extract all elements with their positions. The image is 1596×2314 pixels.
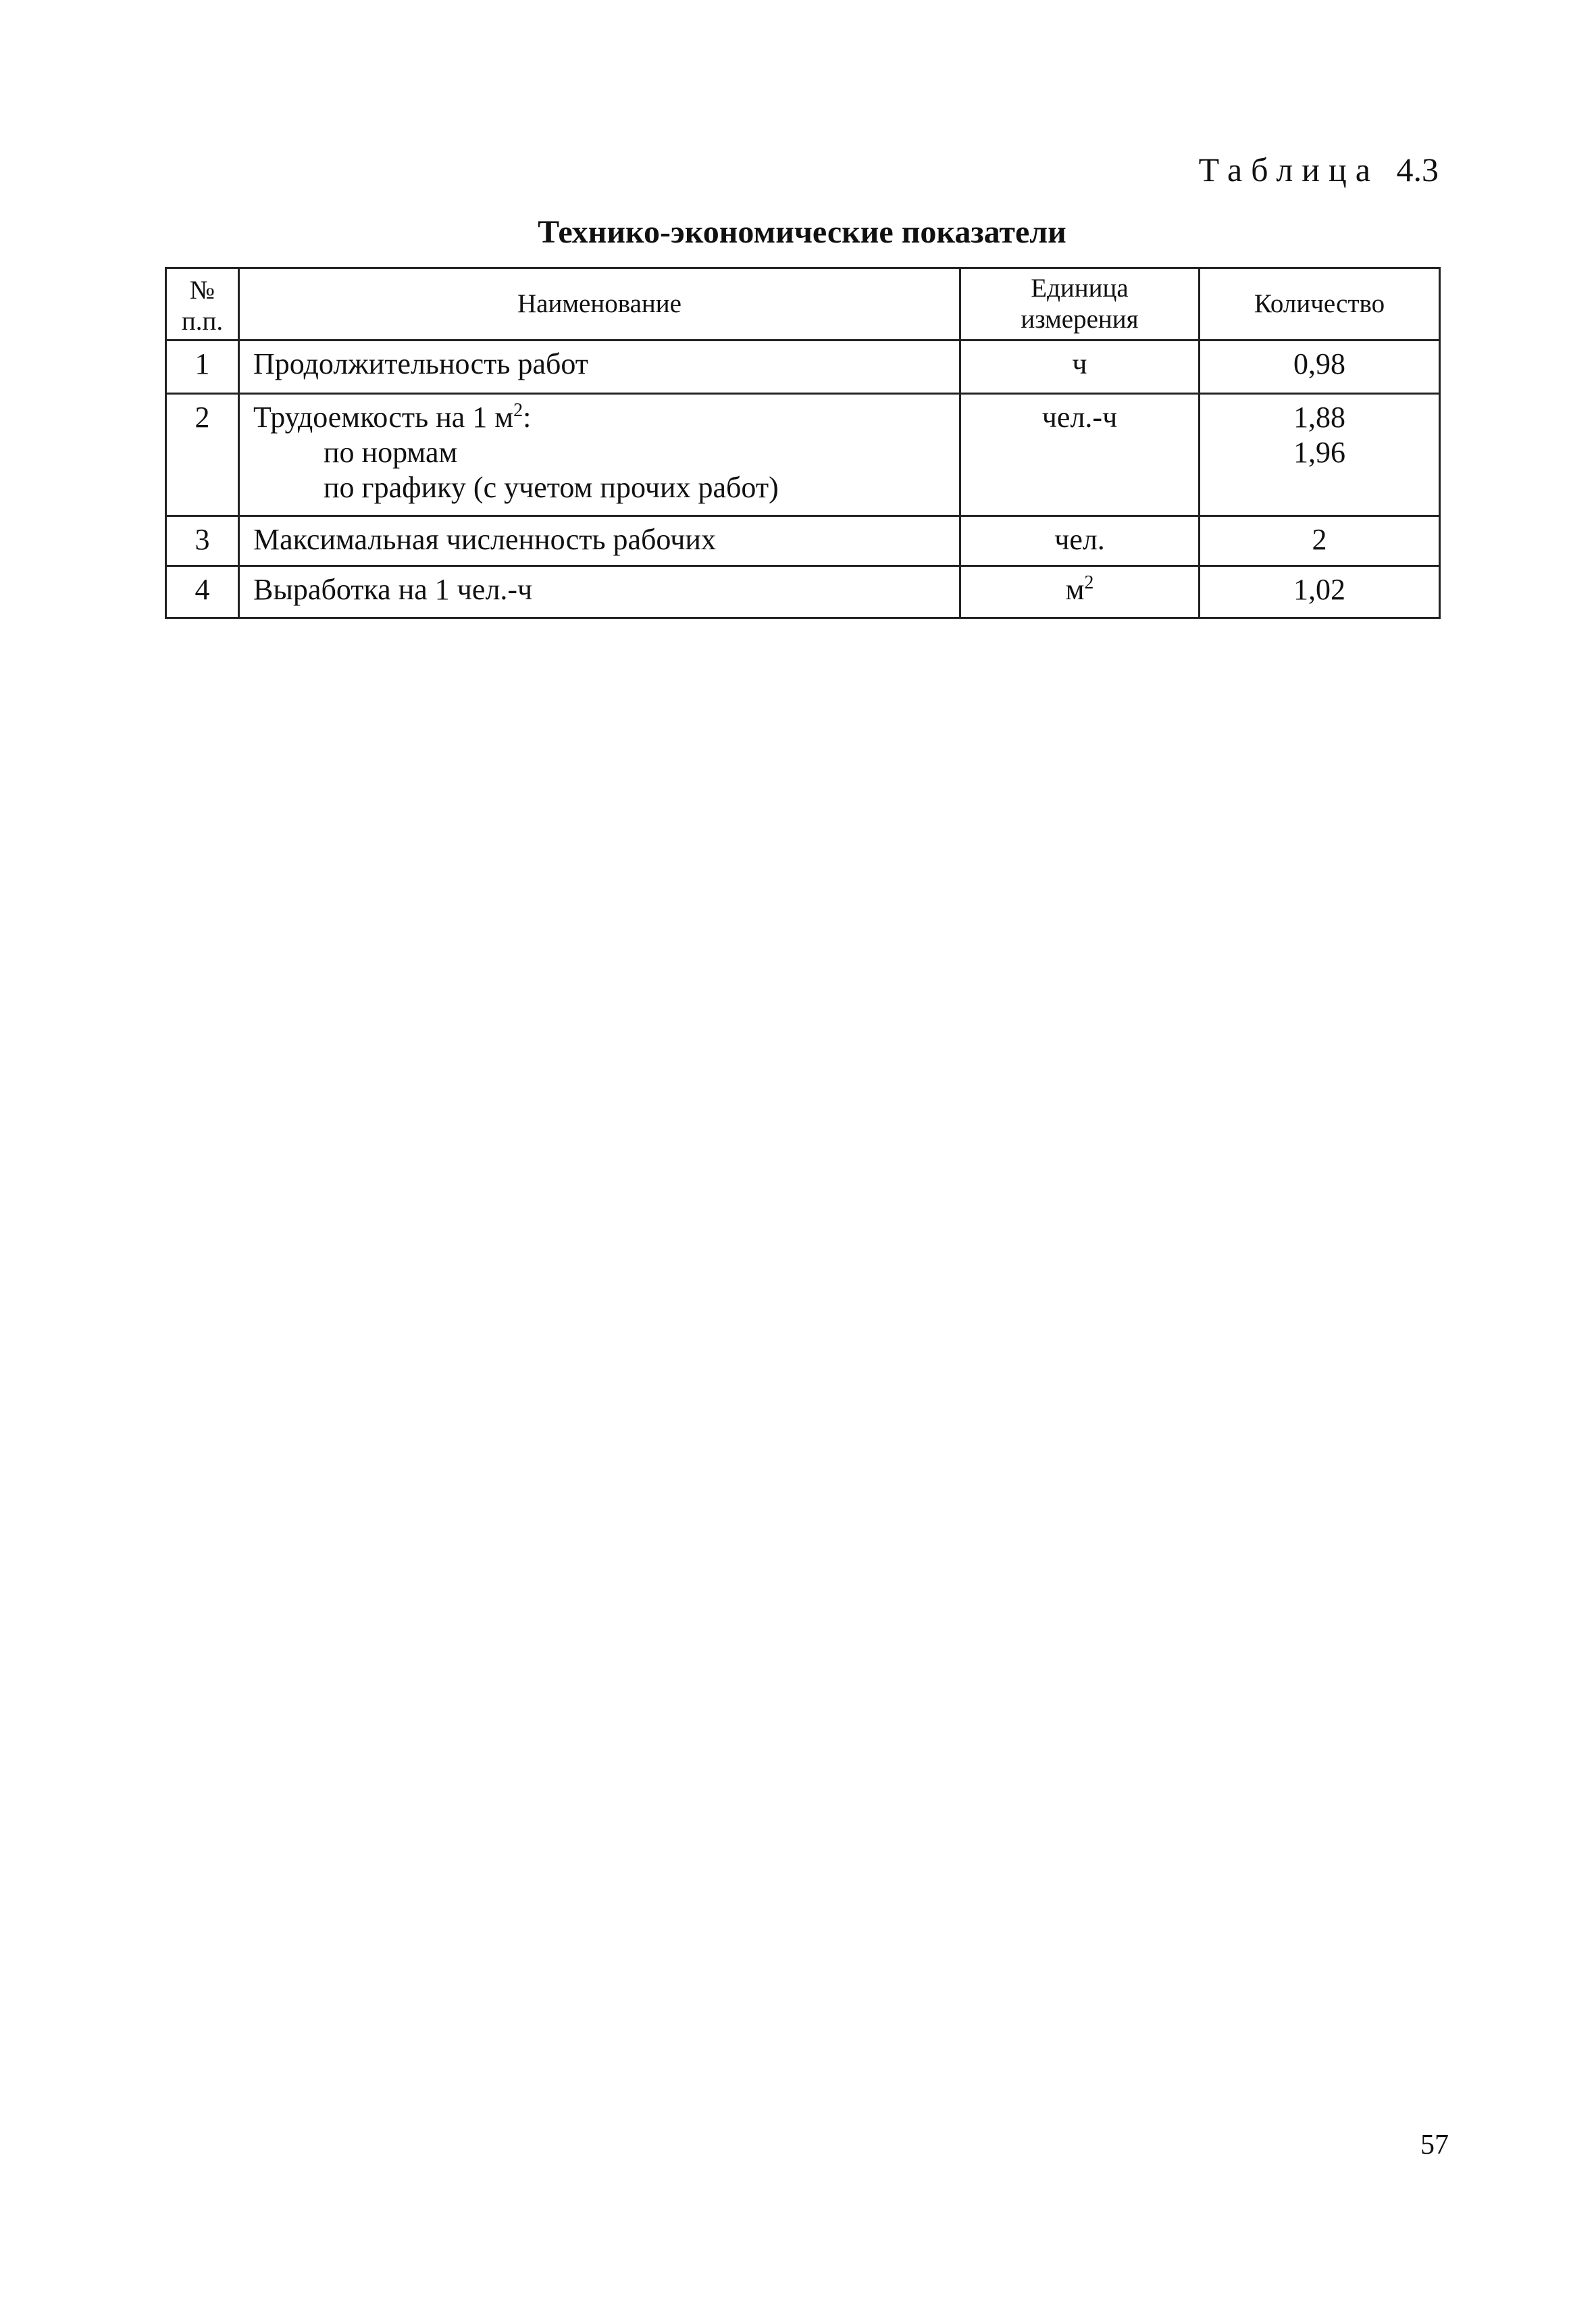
row-name-main: Трудоемкость на 1 $м^2$:	[253, 400, 532, 434]
header-unit: Единица измерения	[960, 268, 1200, 341]
header-quantity: Количество	[1200, 268, 1440, 341]
row-sub-item: по нормам	[324, 436, 458, 469]
table-row	[166, 516, 1440, 566]
row-name	[239, 394, 960, 516]
header-name: Наименование	[239, 268, 960, 341]
table-label-word: Таблица	[1198, 151, 1379, 188]
row-quantity: 2	[1200, 516, 1440, 566]
row-quantity-value: 1,96	[1293, 436, 1345, 469]
table-label	[1199, 150, 1439, 189]
row-name: Максимальная численность рабочих	[239, 516, 960, 566]
row-sub-item: по графику (с учетом прочих работ)	[324, 471, 779, 504]
row-number: 3	[166, 516, 239, 566]
row-unit: чел.	[960, 516, 1200, 566]
row-quantity: 0,98	[1200, 341, 1440, 394]
table-title: Технико-экономические показатели	[538, 214, 1066, 250]
row-name: Продолжительность работ	[239, 341, 960, 394]
header-number: № п.п.	[166, 268, 239, 341]
row-quantity	[1200, 394, 1440, 516]
table-row	[166, 394, 1440, 516]
row-unit: $м^2$	[960, 566, 1200, 618]
row-unit: ч	[960, 341, 1200, 394]
row-quantity: 1,02	[1200, 566, 1440, 618]
table-header-row	[166, 268, 1440, 341]
row-unit: чел.-ч	[960, 394, 1200, 516]
table-label-number: 4.3	[1396, 151, 1439, 188]
indicators-table	[165, 267, 1441, 619]
row-quantity-value: 1,88	[1293, 401, 1345, 434]
table-row	[166, 341, 1440, 394]
row-number: 4	[166, 566, 239, 618]
page-number: 57	[1420, 2130, 1449, 2161]
row-number: 2	[166, 394, 239, 516]
row-number: 1	[166, 341, 239, 394]
row-name: Выработка на 1 чел.-ч	[239, 566, 960, 618]
table-row	[166, 566, 1440, 618]
